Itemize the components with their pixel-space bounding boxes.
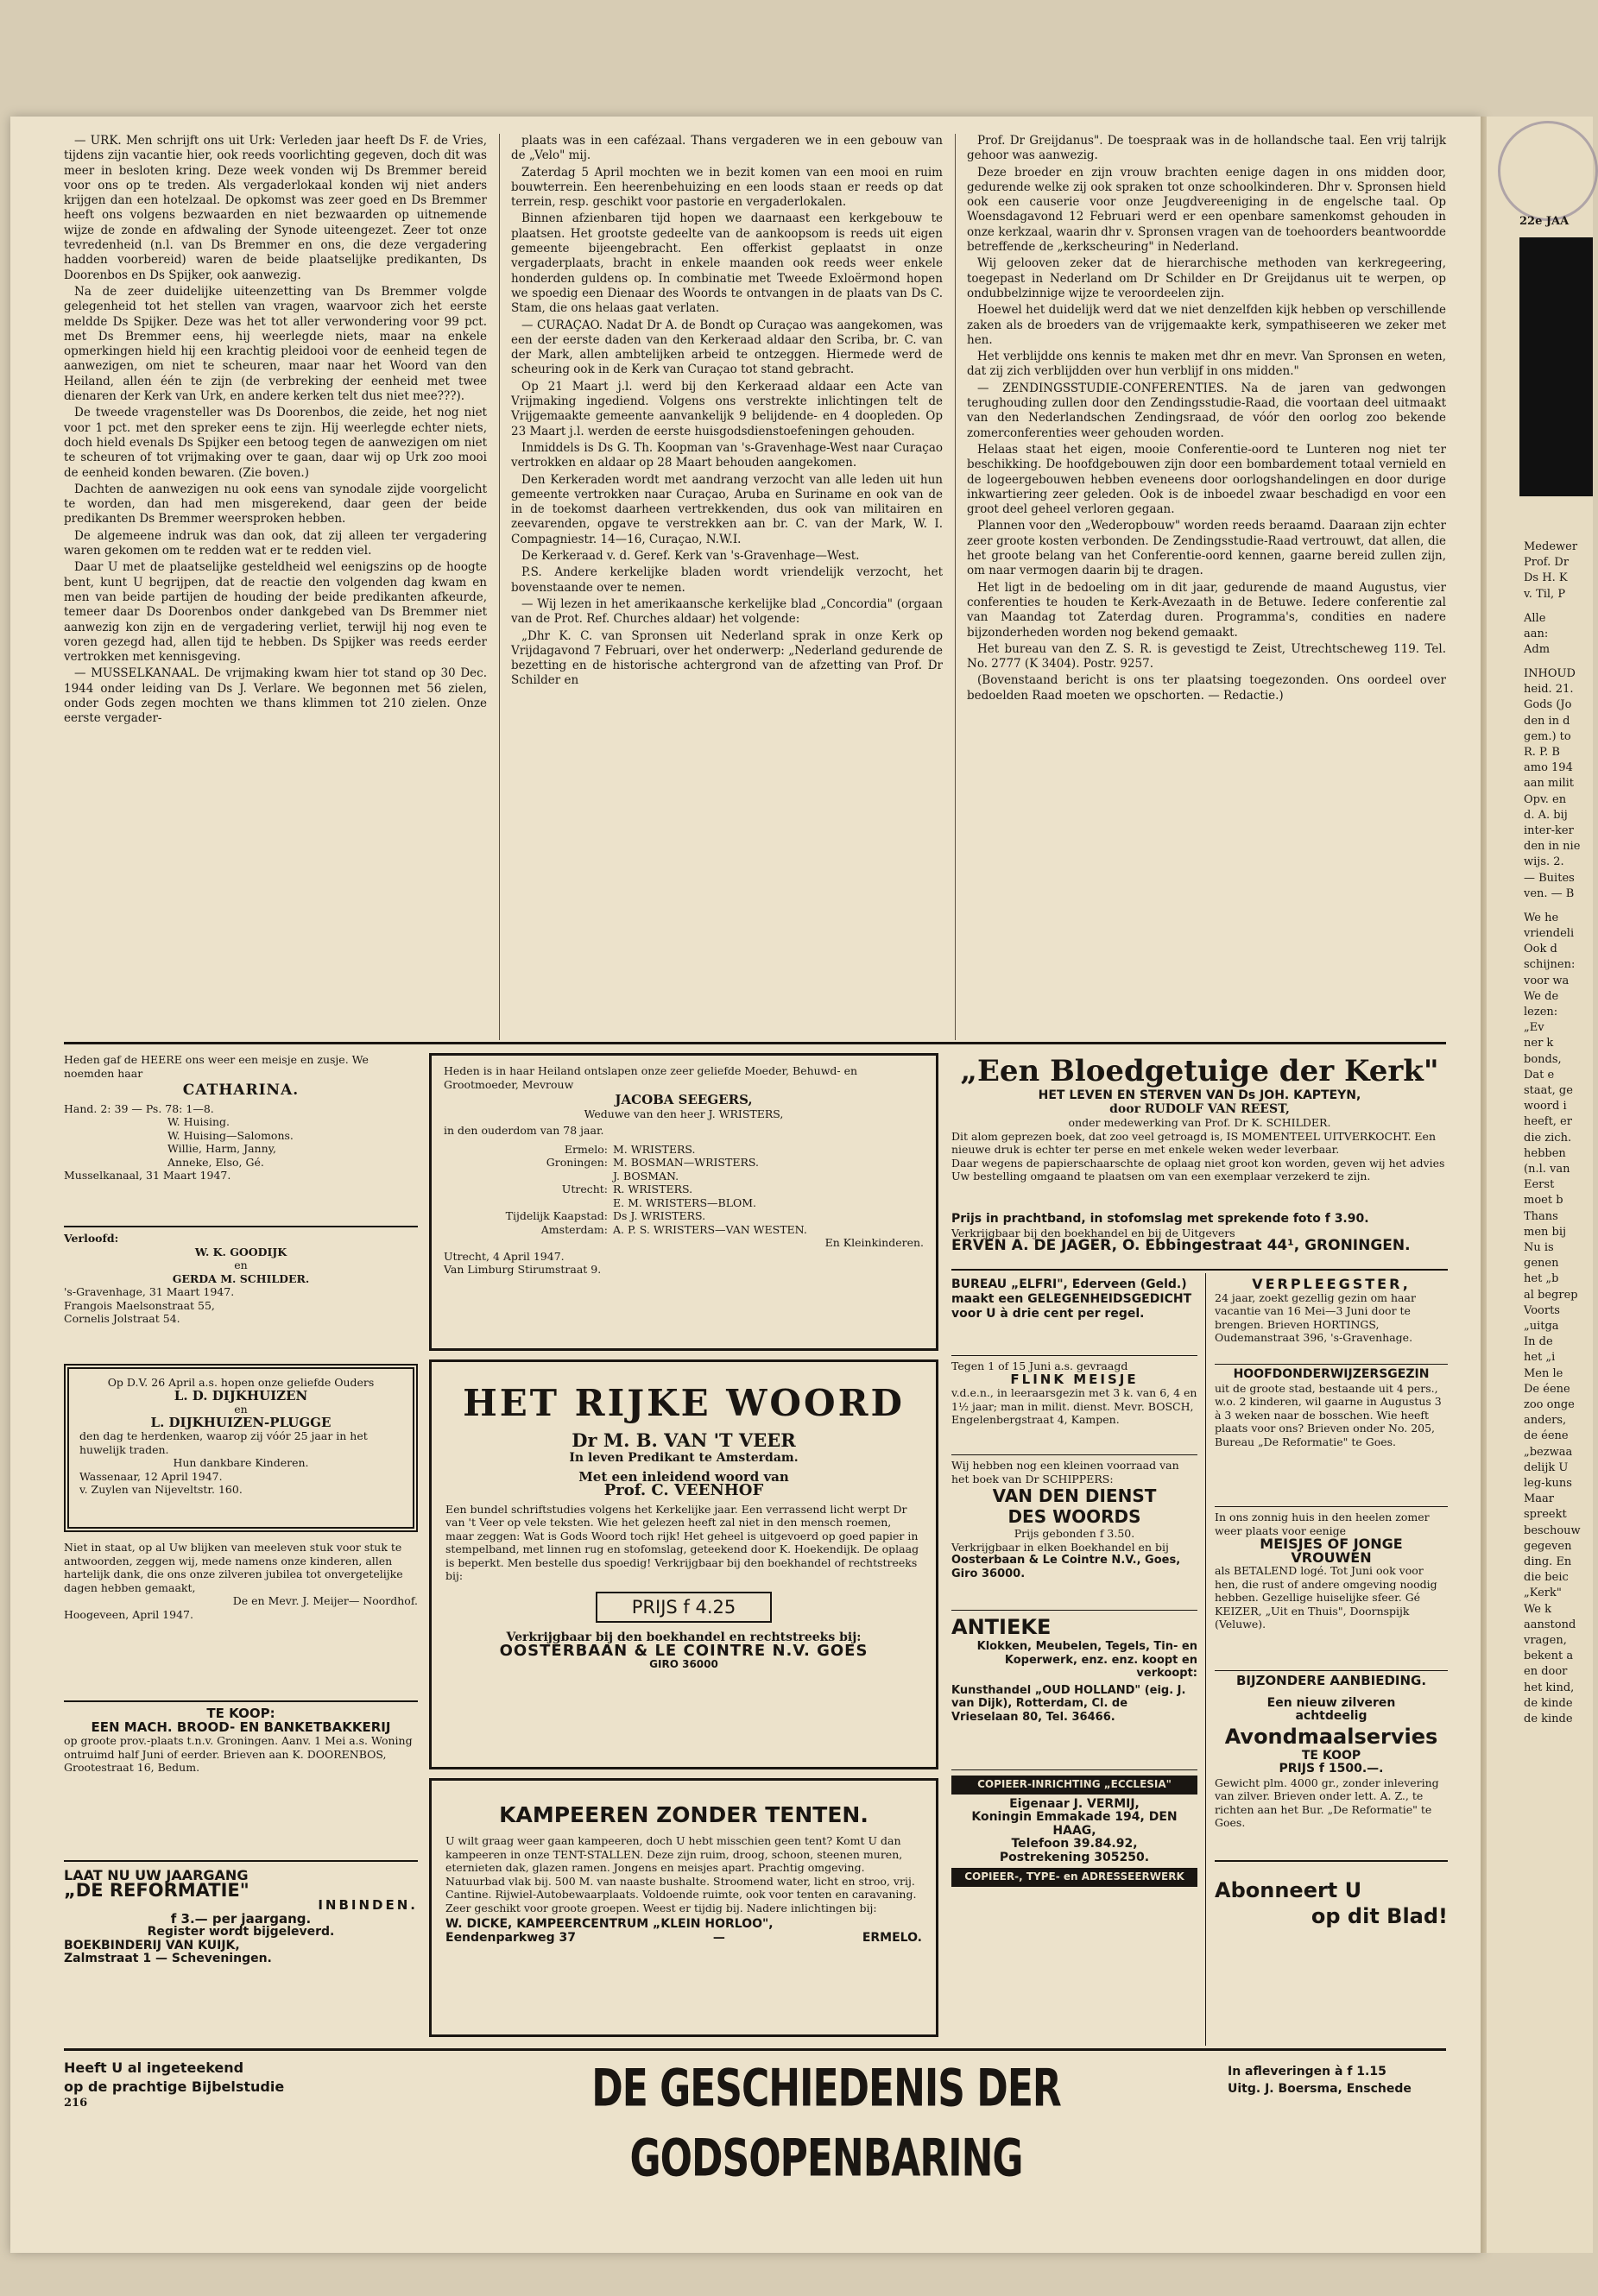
- meisjes-ad: In ons zonnig huis in den heelen zomer weer plaats voor eenige MEISJES OF JONGE VROUWEN als BETALEND logé. Tot Juni ook voor hen, die rust of andere omgeving noodig hebben. Gezellige huiselijke sfeer. Gé KEIZER, „Uit en Thuis", Doornspijk (Veluwe).: [1215, 1506, 1448, 1670]
- next-page-fragment: den in nie: [1524, 840, 1581, 854]
- family-row: Tijdelijk Kaapstad: Ds J. WRISTERS.: [505, 1209, 706, 1222]
- next-page-fragment: woord i: [1524, 1100, 1567, 1113]
- article-column-1: [64, 134, 487, 1031]
- next-page-masthead: [1519, 237, 1593, 496]
- next-page-fragment: We he: [1524, 911, 1559, 924]
- next-page-fragment: spreekt: [1524, 1508, 1567, 1522]
- section-divider: [64, 1042, 1446, 1044]
- next-page-fragment: al begrep: [1524, 1288, 1578, 1302]
- next-page-fragment: moet b: [1524, 1194, 1563, 1208]
- godsopenbaring-title: DE GESCHIEDENIS DER GODSOPENBARING: [591, 2059, 1061, 2189]
- ecclesia-ad: COPIEER-INRICHTING „ECCLESIA" Eigenaar J. VERMIJ, Koningin Emmakade 194, DEN HAAG, Telefoon 39.84.92, Postrekening 305250. COPIEER-, TYPE- en ADRESSEERWERK: [951, 1769, 1197, 1952]
- next-page-fragment: die beic: [1524, 1571, 1569, 1585]
- next-page-fragment: het „i: [1524, 1351, 1556, 1365]
- next-page-fragment: heid. 21.: [1524, 683, 1574, 697]
- next-page-fragment: bonds,: [1524, 1052, 1562, 1066]
- family-row: Utrecht: R. WRISTERS.: [561, 1183, 693, 1195]
- next-page-fragment: Medewer: [1524, 540, 1578, 553]
- next-page-fragment: die zich.: [1524, 1131, 1572, 1145]
- library-stamp: [1498, 121, 1598, 221]
- article-column-3: [967, 134, 1446, 1031]
- next-page-fragment: — Buites: [1524, 871, 1575, 885]
- next-page-fragment: delijk U: [1524, 1460, 1569, 1474]
- article-paragraph: — ZENDINGSSTUDIE-CONFERENTIES. Na de jaren van gedwongen terughouding zullen door den Zendingsstudie-Raad, die voortaan deel uitmaakt van den Nederlandschen Zendingsraad, de vóór den oorlog zoo bekende zomerconferenties weer gehouden worden.: [967, 381, 1446, 440]
- next-page-fragment: wijs. 2.: [1524, 855, 1564, 869]
- next-page-fragment: Ds H. K: [1524, 571, 1568, 585]
- article-column-2: [511, 134, 943, 1031]
- next-page-fragment: de kinde: [1524, 1696, 1573, 1710]
- next-page-fragment: Adm: [1524, 643, 1551, 656]
- next-page-fragment: Ook d: [1524, 943, 1557, 956]
- next-page-fragment: aanstond: [1524, 1618, 1576, 1631]
- next-page-fragment: Gods (Jo: [1524, 698, 1572, 712]
- next-page-fragment: We de: [1524, 989, 1559, 1003]
- next-page-fragment: Thans: [1524, 1209, 1558, 1223]
- hoofdonderwijzer-ad: HOOFDONDERWIJZERSGEZIN uit de groote stad, bestaande uit 4 pers., w.o. 2 kinderen, wil gaarne in Augustus 3 à 3 weken naar de bosschen. Wie heeft plaats voor ons? Brieven onder No. 205, Bureau „De Reformatie" te Goes.: [1215, 1364, 1448, 1506]
- next-page-fragment: voor wa: [1524, 974, 1570, 987]
- next-page-fragment: d. A. bij: [1524, 808, 1568, 822]
- next-page-fragment: aan:: [1524, 627, 1549, 640]
- next-page-fragment: bekent a: [1524, 1649, 1574, 1663]
- next-page-fragment: het „b: [1524, 1272, 1559, 1286]
- article-paragraph: Inmiddels is Ds G. Th. Koopman van 's-Gravenhage-West naar Curaçao vertrokken en aldaar op 28 Maart behouden aangekomen.: [511, 440, 943, 470]
- next-page-fragment: „bezwaa: [1524, 1445, 1573, 1459]
- article-paragraph: — CURAÇAO. Nadat Dr A. de Bondt op Curaçao was aangekomen, was een der eerste daden van den Kerkeraad aldaar den Scriba, br. C. van der Mark, allen ambtelijken arbeid te ontzeggen. Hiermede werd de scheuring ook in de Kerk van Curaçao tot stand gebracht.: [511, 318, 943, 377]
- antieke-ad: ANTIEKE Klokken, Meubelen, Tegels, Tin- en Koperwerk, enz. enz. koopt en verkoopt: Kunsthandel „OUD HOLLAND" (eig. J. van Dijk), Rotterdam, Cl. de Vrieselaan 80, Tel. 36466.: [951, 1610, 1197, 1769]
- next-page-fragment: In de: [1524, 1335, 1553, 1349]
- article-paragraph: Binnen afzienbaren tijd hopen we daarnaast een kerkgebouw te plaatsen. Het grootste gedeelte van de aankoopsom is reeds uit eigen gemeente bijeengebracht. Een offerkist geplaatst in onze vergaderplaats, bracht in enkele maanden ook reeds weer enkele honderden guldens op. In combinatie met Tweede Exloërmond hopen we spoedig een Dienaar des Woords te ontvangen in de plaats van Ds C. Stam, die ons helaas gaat verlaten.: [511, 211, 943, 316]
- article-paragraph: Wij gelooven zeker dat de hierarchische methoden van kerkregeering, toegepast in Nederland om Dr Schilder en Dr Greijdanus uit te werpen, op ondubbelzinnige wijze te veroordeelen zijn.: [967, 256, 1446, 300]
- family-row: J. BOSMAN.: [613, 1169, 679, 1183]
- next-page-fragment: beschouw: [1524, 1523, 1581, 1537]
- article-paragraph: — MUSSELKANAAL. De vrijmaking kwam hier tot stand op 30 Dec. 1944 onder leiding van Ds J. Verlare. We begonnen met 56 zielen, onder Gods zegen mochten we thans klimmen tot 210 zielen. Onze eerste vergader-: [64, 666, 487, 726]
- next-page-fragment: leg-kuns: [1524, 1477, 1572, 1490]
- next-page-fragment: Eerst: [1524, 1178, 1555, 1192]
- next-page-fragment: We k: [1524, 1602, 1552, 1616]
- next-page-fragment: anders,: [1524, 1414, 1567, 1428]
- next-page-fragment: Dat e: [1524, 1068, 1555, 1082]
- het-rijke-woord-ad: HET RIJKE WOORD Dr M. B. VAN 'T VEER In leven Predikant te Amsterdam. Met een inleidend woord van Prof. C. VEENHOF Een bundel schriftstudies volgens het Kerkelijke jaar. Een verrassend licht werpt Dr van 't Veer op vele teksten. Wie het gelezen heeft zal niet in den mensch roemen, maar zeggen: Wat is Gods Woord toch rijk! Het geheel is uitgevoerd op goed papier in stempelband, met linnen rug en stofomslag, geteekend door K. Hoekendijk. De oplaag is beperkt. Men bestelle dus spoedig! Verkrijgbaar bij den boekhandel of rechtstreeks bij: PRIJS f 4.25 Verkrijgbaar bij den boekhandel en rechtstreeks bij: OOSTERBAAN & LE COINTRE N.V. GOES GIRO 36000: [429, 1359, 938, 1769]
- next-page-fragment: de éene: [1524, 1429, 1569, 1443]
- abonneert-ad: Abonneert U op dit Blad!: [1215, 1860, 1448, 1972]
- next-page-fragment: gegeven: [1524, 1539, 1572, 1553]
- text-line: W. Huising—Salomons.: [167, 1128, 294, 1142]
- article-paragraph: Het bureau van den Z. S. R. is gevestigd te Zeist, Utrechtscheweg 119. Tel. No. 2777 (K 3404). Postr. 9257.: [967, 641, 1446, 672]
- article-paragraph: — URK. Men schrijft ons uit Urk: Verleden jaar heeft Ds F. de Vries, tijdens zijn vacantie hier, ook reeds voorlichting gegeven, doch dit was meer in besloten kring. Deze week vonden wij Ds Bremmer bereid voor ons op te treden. Als vergaderlokaal konden wij niet anders krijgen dan een hotelzaal. De opkomst was zeer goed en Ds Bremmer heeft ons volgens bezwaarden en niet bezwaarden op uitnemende wijze de zonde en afdwaling der Synode uiteengezet. Zeer tot onze tevredenheid (n.l. van Ds Bremmer en ons, die deze vergadering hadden voorbereid) waren de beide plaatselijke predikanten, Ds Doorenbos en Ds Spijker, ook aanwezig.: [64, 134, 487, 282]
- newspaper-page: — URK. Men schrijft ons uit Urk: Verleden jaar heeft Ds F. de Vries, tijdens zijn vacantie hier, ook reeds voorlichting gegeven, doch dit was meer in besloten kring. Deze week vonden wij Ds Bremmer bereid voor ons op te treden. Als vergaderlokaal konden wij niet anders krijgen dan een hotelzaal. De opkomst was zeer goed en Ds Bremmer heeft ons volgens bezwaarden en niet bezwaarden op uitnemende wijze de zonde en afdwaling der Synode uiteengezet. Zeer tot onze tevredenheid (n.l. van Ds Bremmer en ons, die deze vergadering hadden voorbereid) waren de beide plaatselijke predikanten, Ds Doorenbos en Ds Spijker, ook aanwezig. Na de zeer duidelijke uiteenzetting van Ds Bremmer volgde gelegenheid tot het stellen van vragen, waarvoor zich het eerste meldde Ds Spijker. Deze was het tot aller verwondering voor 99 pct. met Ds Bremmer eens, hij weerlegde niets, maar na enkele opmerkingen hield hij een krachtig pleidooi voor de eenheid tegen de aanwezigen, om niet te scheuren, maar naar het Woord van den Heiland, allen één te zijn (de verbreking der eenheid met twee dienaren der Kerk van Urk, en andere kerken telt dus niet mee???). De tweede vragensteller was Ds Doorenbos, die zeide, het nog niet voor 1 pct. met den spreker eens te zijn. Hij weerlegde echter niets, doch hield evenals Ds Spijker een betoog tegen de aanwezigen om niet te scheuren of tot vrijmaking over te gaan, daar wij op Urk zoo mooi de eenheid konden bewaren. (Zie boven.) Dachten de aanwezigen nu ook eens van synodale zijde voorgelicht te worden, dan had men misgerekend, daar geen der beide predikanten Ds Bremmer weersproken hebben. De algemeene indruk was dan ook, dat zij alleen ter vergadering waren gekomen om te redden wat er te redden viel. Daar U met de plaatselijke gesteldheid wel eenigszins op de hoogte bent, kunt U begrijpen, dat de reactie den volgenden dag kwam en men van beide partijen de houding der beide predikanten afkeurde, temeer daar Ds Doorenbos onder dankgebed van Ds Bremmer niet aanwezig kon zijn en de vergadering verliet, terwijl hij nog even te voren gezegd had, allen tijd te hebben. Ds Spijker was reeds eerder vertrokken met kennisgeving. — MUSSELKANAAL. De vrijmaking kwam hier tot stand op 30 Dec. 1944 onder leiding van Ds J. Verlare. We begonnen met 56 zielen, onder Gods zegen mochten we thans klimmen tot 210 zielen. Onze eerste vergader- plaats was in een cafézaal. Thans vergaderen we in een gebouw van de „Velo" mij. Zaterdag 5 April mochten we in bezit komen van een mooi en ruim bouwterrein. Een heerenbehuizing en een loods staan er reeds op dat terrein, resp. geschikt voor pastorie en vergaderlokalen. Binnen afzienbaren tijd hopen we daarnaast een kerkgebouw te plaatsen. Het grootste gedeelte van de aankoopsom is reeds uit eigen gemeente bijeengebracht. Een offerkist geplaatst in onze vergaderplaats, bracht in enkele maanden ook reeds weer enkele honderden guldens op. In combinatie met Tweede Exloërmond hopen we spoedig een Dienaar des Woords te ontvangen in de plaats van Ds C. Stam, die ons helaas gaat verlaten. — CURAÇAO. Nadat Dr A. de Bondt op Curaçao was aangekomen, was een der eerste daden van den Kerkeraad aldaar den Scriba, br. C. van der Mark, allen ambtelijken arbeid te ontzeggen. Hiermede werd de scheuring ook in de Kerk van Curaçao tot stand gebracht. Op 21 Maart j.l. werd bij den Kerkeraad aldaar een Acte van Vrijmaking ingediend. Volgens ons verstrekte inlichtingen telt de Vrijgemaakte gemeente aanvankelijk 9 belijdende- en 4 doopleden. Op 23 Maart j.l. werden de eerste huisgodsdienstoefeningen gehouden. Inmiddels is Ds G. Th. Koopman van 's-Gravenhage-West naar Curaçao vertrokken en aldaar op 28 Maart behouden aangekomen. Den Kerkeraden wordt met aandrang verzocht van alle leden uit hun gemeente vertrokken naar Curaçao, Aruba en Suriname en ook van de in de toekomst daarheen vertrekkenden, dus ook van militairen en zeevarenden, opgave te verstrekken aan br. C. van der Mark, W. I. Compagniestr. 14—16, Curaçao, N.W.I. De Kerkeraad v. d. Geref. Kerk van 's-Gravenhage—West. P.S. Andere kerkelijke bladen wordt vriendelijk verzocht, het bovenstaande over te nemen. — Wij lezen in het amerikaansche kerkelijke blad „Concordia" (orgaan van de Prot. Ref. Churches aldaar) het volgende: „Dhr K. C. van Spronsen uit Nederland sprak in onze Kerk op Vrijdagavond 7 Februari, over het onderwerp: „Nederland gedurende de bezetting en de historische achtergrond van de afzetting van Prof. Dr Schilder en Prof. Dr Greijdanus". De toespraak was in de hollandsche taal. Een vrij talrijk gehoor was aanwezig. Deze broeder en zijn vrouw brachten eenige dagen in ons midden door, gedurende welke zij ook spraken tot onze schoolkinderen. Dhr v. Spronsen hield ook een causerie voor onze Jeugdvereeniging in de engelsche taal. Op Woensdagavond 12 Februari werd er een openbare samenkomst gehouden in onze kerkzaal, waarin dhr v. Spronsen vragen van de toehoorders beantwoordde betreffende de „kerkscheuring" in Nederland. Wij gelooven zeker dat de hierarchische methoden van kerkregeering, toegepast in Nederland om Dr Schilder en Dr Greijdanus uit te werpen, op ondubbelzinnige wijze te veroordeelen zijn. Hoewel het duidelijk werd dat we niet denzelfden kijk hebben op verschillende zaken als de broeders van de vrijgemaakte kerk, sympathiseeren we zeker met hen. Het verblijdde ons kennis te maken met dhr en mevr. Van Spronsen en weten, dat zij zich verblijdden over hun verblijf in ons midden." — ZENDINGSSTUDIE-CONFERENTIES. Na de jaren van gedwongen terughouding zullen door den Zendingsstudie-Raad, die voortaan deel uitmaakt van den Nederlandschen Zendingsraad, de vóór den oorlog zoo bekende zomerconferenties weer gehouden worden. Helaas staat het eigen, mooie Conferentie-oord te Lunteren nog niet ter beschikking. De hoofdgebouwen zijn door een bombardement totaal vernield en de logeergebouwen hebben eveneens door oorlogshandelingen en door durige inkwartiering zeer geleden. Ook is de inboedel zwaar beschadigd en voor een groot deel geheel verloren gegaan. Plannen voor den „Wederopbouw" worden reeds beraamd. Daaraan zijn echter zeer groote kosten verbonden. De Zendingsstudie-Raad vertrouwt, dat allen, die het groote belang van het Conferentie-oord kennen, gaarne bereid zullen zijn, om naar vermogen daarin bij te dragen. Het ligt in de bedoeling om in dit jaar, gedurende de maand Augustus, vier conferenties te houden te Kerk-Avezaath in de Betuwe. Iedere conferentie zal van Maandag tot Zaterdag duren. Programma's, condities en nadere bijzonderheden worden nog bekend gemaakt. Het bureau van den Z. S. R. is gevestigd te Zeist, Utrechtscheweg 119. Tel. No. 2777 (K 3404). Postr. 9257. (Bovenstaand bericht is ons ter plaatsing toegezonden. Ons oordeel over bedoelden Raad moeten we opschorten. — Redactie.) Heden gaf de HEERE ons weer een meisje en zusje. We noemden haar CATHARINA. Hand. 2: 39 — Ps. 78: 1—8. W. Huising. W. Huising—Salomons. Willie, Harm, Janny, Anneke, Elso, Gé. Musselkanaal, 31 Maart 1947. Verloofd: W. K. GOODIJK en GERDA M. SCHILDER. 's-Gravenhage, 31 Maart 1947. Frangois Maelsonstraat 55, Cornelis Jolstraat 54. Op D.V. 26 April a.s. hopen onze geliefde Ouders L. D. DIJKHUIZEN en L. DIJKHUIZEN-PLUGGE den dag te herdenken, waarop zij vóór 25 jaar in het huwelijk traden. Hun dankbare Kinderen. Wassenaar, 12 April 1947. v. Zuylen van Nijeveltstr. 160. Niet in staat, op al Uw blijken van meeleven stuk voor stuk te antwoorden, zeggen wij, mede namens onze kinderen, allen hartelijk dank, die ons onze zilveren jubilea tot onvergetelijke dagen hebben gemaakt, De en Mevr. J. Meijer— Noordhof. Hoogeveen, April 1947. TE KOOP: EEN MACH. BROOD- EN BANKETBAKKERIJ op groote prov.-plaats t.n.v. Groningen. Aanv. 1 Mei a.s. Woning ontruimd half Juni of eerder. Brieven aan K. DOORENBOS, Grootestraat 16, Bedum. LAAT NU UW JAARGANG „DE REFORMATIE" INBINDEN. f 3.— per jaargang. Register wordt bijgeleverd. BOEKBINDERIJ VAN KUIJK, Zalmstraat 1 — Scheveningen. Heden is in haar Heiland ontslapen onze zeer geliefde Moeder, Behuwd- en Grootmoeder, Mevrouw JACOBA SEEGERS, Weduwe van den heer J. WRISTERS, in den ouderdom van 78 jaar. Ermelo: M. WRISTERS. Groningen: M. BOSMAN—WRISTERS. J. BOSMAN. Utrecht: R. WRISTERS. E. M. WRISTERS—BLOM. Tijdelijk Kaapstad: Ds J. WRISTERS. Amsterdam: A. P. S. WRISTERS—VAN WESTEN. En Kleinkinderen. Utrecht, 4 April 1947. Van Limburg Stirumstraat 9. HET RIJKE WOORD Dr M. B. VAN 'T VEER In leven Predikant te Amsterdam. Met een inleidend woord van Prof. C. VEENHOF Een bundel schriftstudies volgens het Kerkelijke jaar. Een verrassend licht werpt Dr van 't Veer op vele teksten. Wie het gelezen heeft zal niet in den mensch roemen, maar zeggen: Wat is Gods Woord toch rijk! Het geheel is uitgevoerd op goed papier in stempelband, met linnen rug en stofomslag, geteekend door K. Hoekendijk. De oplaag is beperkt. Men bestelle dus spoedig! Verkrijgbaar bij den boekhandel of rechtstreeks bij: PRIJS f 4.25 Verkrijgbaar bij den boekhandel en rechtstreeks bij: OOSTERBAAN & LE COINTRE N.V. GOES GIRO 36000 KAMPEEREN ZONDER TENTEN. U wilt graag weer gaan kampeeren, doch U hebt misschien geen tent? Komt U dan kampeeren in onze TENT-STALLEN. Deze zijn ruim, droog, schoon, steenen muren, eternieten dak, glazen ramen. Jongens en meisjes apart. Prachtig omgeving. Natuurbad vlak bij. 500 M. van naaste bushalte. Stroomend water, licht en stroo, vrij. Cantine. Rijwiel-Autobewaarplaats. Voldoende ruimte, ook voor tenten en caravaning. Zeer geschikt voor groote groepen. Weest er tijdig bij. Nadere inlichtingen bij: W. DICKE, KAMPEERCENTRUM „KLEIN HORLOO", Eendenparkweg 37 — ERMELO. „Een Bloedgetuige der Kerk" HET LEVEN EN STERVEN VAN Ds JOH. KAPTEYN, door RUDOLF VAN REEST, onder medewerking van Prof. Dr K. SCHILDER. Dit alom geprezen boek, dat zoo veel getroagd is, IS MOMENTEEL UITVERKOCHT. Een nieuwe druk is echter ter perse en met enkele weken weder leverbaar. Daar wegens de papierschaarschte de oplaag niet groot kon worden, geven wij het advies Uw bestelling omgaand te plaatsen om van een exemplaar verzekerd te zijn. Prijs in prachtband, in stofomslag met sprekende foto f 3.90. Verkrijgbaar bij den boekhandel en bij de Uitgevers ERVEN A. DE JAGER, O. Ebbingestraat 44¹, GRONINGEN. BUREAU „ELFRI", Ederveen (Geld.) maakt een GELEGENHEIDSGEDICHT voor U à drie cent per regel. Tegen 1 of 15 Juni a.s. gevraagd FLINK MEISJE v.d.e.n., in leeraarsgezin met 3 k. van 6, 4 en 1½ jaar; man in milit. dienst. Mevr. BOSCH, Engelenbergstraat 4, Kampen. Wij hebben nog een kleinen voorraad van het boek van Dr SCHIPPERS: VAN DEN DIENST DES WOORDS Prijs gebonden f 3.50. Verkrijgbaar in elken Boekhandel en bij Oosterbaan & Le Cointre N.V., Goes, Giro 36000. ANTIEKE Klokken, Meubelen, Tegels, Tin- en Koperwerk, enz. enz. koopt en verkoopt: Kunsthandel „OUD HOLLAND" (eig. J. van Dijk), Rotterdam, Cl. de Vrieselaan 80, Tel. 36466. COPIEER-INRICHTING „ECCLESIA" Eigenaar J. VERMIJ, Koningin Emmakade 194, DEN HAAG, Telefoon 39.84.92, Postrekening 305250. COPIEER-, TYPE- en ADRESSEERWERK VERPLEEGSTER, 24 jaar, zoekt gezellig gezin om haar vacantie van 16 Mei—3 Juni door te brengen. Brieven HORTINGS, Oudemanstraat 396, 's-Gravenhage. HOOFDONDERWIJZERSGEZIN uit de groote stad, bestaande uit 4 pers., w.o. 2 kinderen, wil gaarne in Augustus 3 à 3 weken naar de bosschen. Wie heeft plaats voor ons? Brieven onder No. 205, Bureau „De Reformatie" te Goes. In ons zonnig huis in den heelen zomer weer plaats voor eenige MEISJES OF JONGE VROUWEN als BETALEND logé. Tot Juni ook voor hen, die rust of andere omgeving noodig hebben. Gezellige huiselijke sfeer. Gé KEIZER, „Uit en Thuis", Doornspijk (Veluwe). BIJZONDERE AANBIEDING. Een nieuw zilveren achtdeelig Avondmaalservies TE KOOP PRIJS f 1500.—. Gewicht plm. 4000 gr., zonder inlevering van zilver. Brieven onder lett. A. Z., te richten aan het Bur. „De Reformatie" te Goes. Abonneert U op dit Blad! Heeft U al ingeteekend op de prachtige Bijbelstudie 216 DE GESCHIEDENIS DER GODSOPENBARING In afleveringen à f 1.15 Uitg. J. Boersma, Enschede: [10, 117, 1482, 2253]
- article-paragraph: plaats was in een cafézaal. Thans vergaderen we in een gebouw van de „Velo" mij.: [511, 134, 943, 163]
- article-paragraph: Daar U met de plaatselijke gesteldheid wel eenigszins op de hoogte bent, kunt U begrijpen, dat de reactie den volgenden dag kwam en men van beide partijen de houding der beide predikanten afkeurde, temeer daar Ds Doorenbos onder dankgebed van Ds Bremmer niet aanwezig kon zijn en de vergadering verliet, terwijl hij nog even te voren gezegd had, allen tijd te hebben. Ds Spijker was reeds eerder vertrokken met kennisgeving.: [64, 560, 487, 665]
- elfri-ad: BUREAU „ELFRI", Ederveen (Geld.) maakt een GELEGENHEIDSGEDICHT voor U à drie cent per regel.: [951, 1277, 1192, 1321]
- next-page-fragment: zoo onge: [1524, 1398, 1575, 1411]
- dienst-des-woords-ad: Wij hebben nog een kleinen voorraad van het boek van Dr SCHIPPERS: VAN DEN DIENST DES WOORDS Prijs gebonden f 3.50. Verkrijgbaar in elken Boekhandel en bij Oosterbaan & Le Cointre N.V., Goes, Giro 36000.: [951, 1454, 1197, 1610]
- death-announcement: Heden is in haar Heiland ontslapen onze zeer geliefde Moeder, Behuwd- en Grootmoeder, Mevrouw JACOBA SEEGERS, Weduwe van den heer J. WRISTERS, in den ouderdom van 78 jaar. Ermelo: M. WRISTERS. Groningen: M. BOSMAN—WRISTERS. J. BOSMAN. Utrecht: R. WRISTERS. E. M. WRISTERS—BLOM. Tijdelijk Kaapstad: Ds J. WRISTERS. Amsterdam: A. P. S. WRISTERS—VAN WESTEN. En Kleinkinderen. Utrecht, 4 April 1947. Van Limburg Stirumstraat 9.: [429, 1053, 938, 1351]
- next-page-fragment: gem.) to: [1524, 729, 1571, 743]
- article-paragraph: Op 21 Maart j.l. werd bij den Kerkeraad aldaar een Acte van Vrijmaking ingediend. Volgens ons verstrekte inlichtingen telt de Vrijgemaakte gemeente aanvankelijk 9 belijdende- en 4 doopleden. Op 23 Maart j.l. werden de eerste huisgodsdienstoefeningen gehouden.: [511, 379, 943, 438]
- bookbinding-ad: LAAT NU UW JAARGANG „DE REFORMATIE" INBINDEN. f 3.— per jaargang. Register wordt bijgeleverd. BOEKBINDERIJ VAN KUIJK, Zalmstraat 1 — Scheveningen.: [64, 1860, 418, 2050]
- page-number: 216: [64, 2097, 88, 2110]
- article-paragraph: „Dhr K. C. van Spronsen uit Nederland sprak in onze Kerk op Vrijdagavond 7 Februari, over het onderwerp: „Nederland gedurende de bezetting en de historische achtergrond van de afzetting van Prof. Dr Schilder en: [511, 628, 943, 688]
- next-page-fragment: „Kerk": [1524, 1586, 1562, 1600]
- next-page-fragment: aan milit: [1524, 777, 1575, 791]
- next-page-fragment: Alle: [1524, 611, 1546, 625]
- next-page-fragment: vriendeli: [1524, 927, 1575, 940]
- article-paragraph: Het ligt in de bedoeling om in dit jaar, gedurende de maand Augustus, vier conferenties te houden te Kerk-Avezaath in de Betuwe. Iedere conferentie zal van Maandag tot Zaterdag duren. Programma's, condities en nadere bijzonderheden worden nog bekend gemaakt.: [967, 580, 1446, 640]
- article-paragraph: Plannen voor den „Wederopbouw" worden reeds beraamd. Daaraan zijn echter zeer groote kosten verbonden. De Zendingsstudie-Raad vertrouwt, dat allen, die het groote belang van het Conferentie-oord kennen, gaarne bereid zullen zijn, om naar vermogen daarin bij te dragen.: [967, 519, 1446, 578]
- next-page-fragment: genen: [1524, 1257, 1559, 1271]
- next-page-fragment: Men le: [1524, 1366, 1563, 1380]
- avondmaalservies-ad: BIJZONDERE AANBIEDING. Een nieuw zilveren achtdeelig Avondmaalservies TE KOOP PRIJS f 1500.—. Gewicht plm. 4000 gr., zonder inlevering van zilver. Brieven onder lett. A. Z., te richten aan het Bur. „De Reformatie" te Goes.: [1215, 1670, 1448, 1860]
- next-page-fragment: „Ev: [1524, 1021, 1544, 1035]
- next-page-fragment: ner k: [1524, 1037, 1554, 1050]
- next-page-fragment: ding. En: [1524, 1555, 1572, 1568]
- next-page-fragment: R. P. B: [1524, 746, 1560, 759]
- thanks-notice: Niet in staat, op al Uw blijken van meeleven stuk voor stuk te antwoorden, zeggen wij, mede namens onze kinderen, allen hartelijk dank, die ons onze zilveren jubilea tot onvergetelijke dagen hebben gemaakt, De en Mevr. J. Meijer— Noordhof. Hoogeveen, April 1947.: [64, 1541, 418, 1621]
- next-page-fragment: INHOUD: [1524, 667, 1576, 680]
- next-page-fragment: inter-ker: [1524, 824, 1574, 837]
- next-page-fragment: schijnen:: [1524, 958, 1576, 972]
- next-page-fragment: Opv. en: [1524, 792, 1567, 806]
- article-paragraph: De Kerkeraad v. d. Geref. Kerk van 's-Gravenhage—West.: [521, 549, 860, 564]
- next-page-header: 22e JAA: [1519, 215, 1570, 228]
- next-page-fragment: hebben: [1524, 1146, 1566, 1160]
- next-page-fragment: men bij: [1524, 1225, 1567, 1239]
- family-row: E. M. WRISTERS—BLOM.: [613, 1195, 757, 1209]
- bakery-for-sale: TE KOOP: EEN MACH. BROOD- EN BANKETBAKKERIJ op groote prov.-plaats t.n.v. Groningen. Aanv. 1 Mei a.s. Woning ontruimd half Juni of eerder. Brieven aan K. DOORENBOS, Grootestraat 16, Bedum.: [64, 1700, 418, 1858]
- next-page-fragment: Prof. Dr: [1524, 556, 1570, 570]
- kampeeren-ad: KAMPEEREN ZONDER TENTEN. U wilt graag weer gaan kampeeren, doch U hebt misschien geen tent? Komt U dan kampeeren in onze TENT-STALLEN. Deze zijn ruim, droog, schoon, steenen muren, eternieten dak, glazen ramen. Jongens en meisjes apart. Prachtig omgeving. Natuurbad vlak bij. 500 M. van naaste bushalte. Stroomend water, licht en stroo, vrij. Cantine. Rijwiel-Autobewaarplaats. Voldoende ruimte, ook voor tenten en caravaning. Zeer geschikt voor groote groepen. Weest er tijdig bij. Nadere inlichtingen bij: W. DICKE, KAMPEERCENTRUM „KLEIN HORLOO", Eendenparkweg 37 — ERMELO.: [429, 1778, 938, 2037]
- anniversary-announcement: Op D.V. 26 April a.s. hopen onze geliefde Ouders L. D. DIJKHUIZEN en L. DIJKHUIZEN-PLUGGE den dag te herdenken, waarop zij vóór 25 jaar in het huwelijk traden. Hun dankbare Kinderen. Wassenaar, 12 April 1947. v. Zuylen van Nijeveltstr. 160.: [64, 1364, 418, 1532]
- next-page-fragment: den in d: [1524, 714, 1570, 728]
- article-paragraph: P.S. Andere kerkelijke bladen wordt vriendelijk verzocht, het bovenstaande over te nemen.: [511, 565, 943, 595]
- article-paragraph: Na de zeer duidelijke uiteenzetting van Ds Bremmer volgde gelegenheid tot het stellen van vragen, waarvoor zich het eerste meldde Ds Spijker. Deze was het tot aller verwondering voor 99 pct. met Ds Bremmer eens, hij weerlegde niets, maar na enkele opmerkingen hield hij een krachtig pleidooi voor de eenheid tegen de aanwezigen, om niet te scheuren, maar naar het Woord van den Heiland, allen één te zijn (de verbreking der eenheid met twee dienaren der Kerk van Urk, en andere kerken telt dus niet mee???).: [64, 284, 487, 404]
- text-line: 's-Gravenhage, 31 Maart 1947.: [64, 1285, 235, 1298]
- family-row: Ermelo: M. WRISTERS.: [564, 1142, 696, 1156]
- next-page-fragment: de kinde: [1524, 1713, 1573, 1725]
- next-page-fragment: v. Til, P: [1524, 587, 1566, 601]
- text-line: Frangois Maelsonstraat 55,: [64, 1298, 215, 1312]
- next-page-fragment: Voorts: [1524, 1303, 1560, 1317]
- article-paragraph: Het verblijdde ons kennis te maken met dhr en mevr. Van Spronsen en weten, dat zij zich verblijdden over hun verblijf in ons midden.": [967, 350, 1446, 379]
- next-page-fragment: en door: [1524, 1665, 1568, 1679]
- article-paragraph: Hoewel het duidelijk werd dat we niet denzelfden kijk hebben op verschillende zaken als de broeders van de vrijgemaakte kerk, sympathiseeren we zeker met hen.: [967, 303, 1446, 347]
- verpleegster-ad: VERPLEEGSTER, 24 jaar, zoekt gezellig gezin om haar vacantie van 16 Mei—3 Juni door te brengen. Brieven HORTINGS, Oudemanstraat 396, 's-Gravenhage.: [1215, 1276, 1416, 1344]
- article-paragraph: Zaterdag 5 April mochten we in bezit komen van een mooi en ruim bouwterrein. Een heerenbehuizing en een loods staan er reeds op dat terrein, resp. geschikt voor pastorie en vergaderlokalen.: [511, 165, 943, 210]
- next-page-fragment: het kind,: [1524, 1681, 1575, 1694]
- next-page-fragment: Nu is: [1524, 1241, 1554, 1254]
- article-paragraph: De tweede vragensteller was Ds Doorenbos, die zeide, het nog niet voor 1 pct. met den spreker eens te zijn. Hij weerlegde echter niets, doch hield evenals Ds Spijker een betoog tegen de aanwezigen om niet te scheuren of tot vrijmaking over te gaan, daar wij op Urk zoo mooi de eenheid konden bewaren. (Zie boven.): [64, 406, 487, 480]
- article-paragraph: — Wij lezen in het amerikaansche kerkelijke blad „Concordia" (orgaan van de Prot. Ref. Churches aldaar) het volgende:: [511, 596, 943, 627]
- next-page-fragment: staat, ge: [1524, 1084, 1573, 1097]
- next-page-fragment: Maar: [1524, 1492, 1555, 1506]
- engagement-announcement: Verloofd: W. K. GOODIJK en GERDA M. SCHILDER. 's-Gravenhage, 31 Maart 1947. Frangois Maelsonstraat 55, Cornelis Jolstraat 54.: [64, 1226, 418, 1361]
- article-paragraph: Deze broeder en zijn vrouw brachten eenige dagen in ons midden door, gedurende welke zij ook spraken tot onze schoolkinderen. Dhr v. Spronsen hield ook een causerie voor onze Jeugdvereeniging in de engelsche taal. Op Woensdagavond 12 Februari werd er een openbare samenkomst gehouden in onze kerkzaal, waarin dhr v. Spronsen vragen van de toehoorders beantwoordde betreffende de „kerkscheuring" in Nederland.: [967, 165, 1446, 255]
- next-page-fragment: heeft, er: [1524, 1115, 1572, 1129]
- article-paragraph: (Bovenstaand bericht is ons ter plaatsing toegezonden. Ons oordeel over bedoelden Raad moeten we opschorten. — Redactie.): [967, 673, 1446, 703]
- birth-announcement: Heden gaf de HEERE ons weer een meisje en zusje. We noemden haar CATHARINA. Hand. 2: 39 — Ps. 78: 1—8. W. Huising. W. Huising—Salomons. Willie, Harm, Janny, Anneke, Elso, Gé. Musselkanaal, 31 Maart 1947.: [64, 1053, 418, 1217]
- next-page-fragment: lezen:: [1524, 1006, 1558, 1019]
- article-paragraph: Prof. Dr Greijdanus". De toespraak was in de hollandsche taal. Een vrij talrijk gehoor was aanwezig.: [967, 134, 1446, 163]
- next-page-fragment: De éene: [1524, 1382, 1570, 1396]
- next-page-fragment: ven. — B: [1524, 886, 1575, 900]
- bijbelstudie-banner-right: In afleveringen à f 1.15 Uitg. J. Boersma, Enschede: [1228, 2065, 1412, 2096]
- text-line: Anneke, Elso, Gé.: [167, 1155, 264, 1169]
- article-paragraph: De algemeene indruk was dan ook, dat zij alleen ter vergadering waren gekomen om te redden wat er te redden viel.: [64, 528, 487, 558]
- bijbelstudie-banner-left: Heeft U al ingeteekend op de prachtige Bijbelstudie 216: [64, 2059, 426, 2132]
- text-line: Willie, Harm, Janny,: [167, 1142, 277, 1155]
- family-row: Amsterdam: A. P. S. WRISTERS—VAN WESTEN.: [540, 1222, 807, 1236]
- next-page-fragment: vragen,: [1524, 1634, 1567, 1647]
- meisje-gevraagd-ad: Tegen 1 of 15 Juni a.s. gevraagd FLINK MEISJE v.d.e.n., in leeraarsgezin met 3 k. van 6, 4 en 1½ jaar; man in milit. dienst. Mevr. BOSCH, Engelenbergstraat 4, Kampen.: [951, 1355, 1197, 1454]
- article-paragraph: Dachten de aanwezigen nu ook eens van synodale zijde voorgelicht te worden, dan had men misgerekend, daar geen der beide predikanten Ds Bremmer weersproken hebben.: [64, 482, 487, 527]
- text-line: W. Huising.: [167, 1115, 230, 1128]
- text-line: Cornelis Jolstraat 54.: [64, 1312, 180, 1325]
- family-row: Groningen: M. BOSMAN—WRISTERS.: [546, 1156, 759, 1169]
- bloedgetuige-ad: „Een Bloedgetuige der Kerk" HET LEVEN EN STERVEN VAN Ds JOH. KAPTEYN, door RUDOLF VAN REEST, onder medewerking van Prof. Dr K. SCHILDER. Dit alom geprezen boek, dat zoo veel getroagd is, IS MOMENTEEL UITVERKOCHT. Een nieuwe druk is echter ter perse en met enkele weken weder leverbaar. Daar wegens de papierschaarschte de oplaag niet groot kon worden, geven wij het advies Uw bestelling omgaand te plaatsen om van een exemplaar verzekerd te zijn.: [951, 1054, 1445, 1183]
- article-paragraph: Helaas staat het eigen, mooie Conferentie-oord te Lunteren nog niet ter beschikking. De hoofdgebouwen zijn door een bombardement totaal vernield en de logeergebouwen hebben eveneens door oorlogshandelingen en door durige inkwartiering zeer geleden. Ook is de inboedel zwaar beschadigd en voor een groot deel geheel verloren gegaan.: [967, 442, 1446, 517]
- next-page-fragment: (n.l. van: [1524, 1163, 1570, 1176]
- article-paragraph: Den Kerkeraden wordt met aandrang verzocht van alle leden uit hun gemeente vertrokken naar Curaçao, Aruba en Suriname en ook van de in de toekomst daarheen vertrekkenden, dus ook van militairen en zeevarenden, opgave te verstrekken aan br. C. van der Mark, W. I. Compagniestr. 14—16, Curaçao, N.W.I.: [511, 472, 943, 546]
- next-page-fragment: amo 194: [1524, 761, 1573, 775]
- next-page-fragment: „uitga: [1524, 1320, 1559, 1333]
